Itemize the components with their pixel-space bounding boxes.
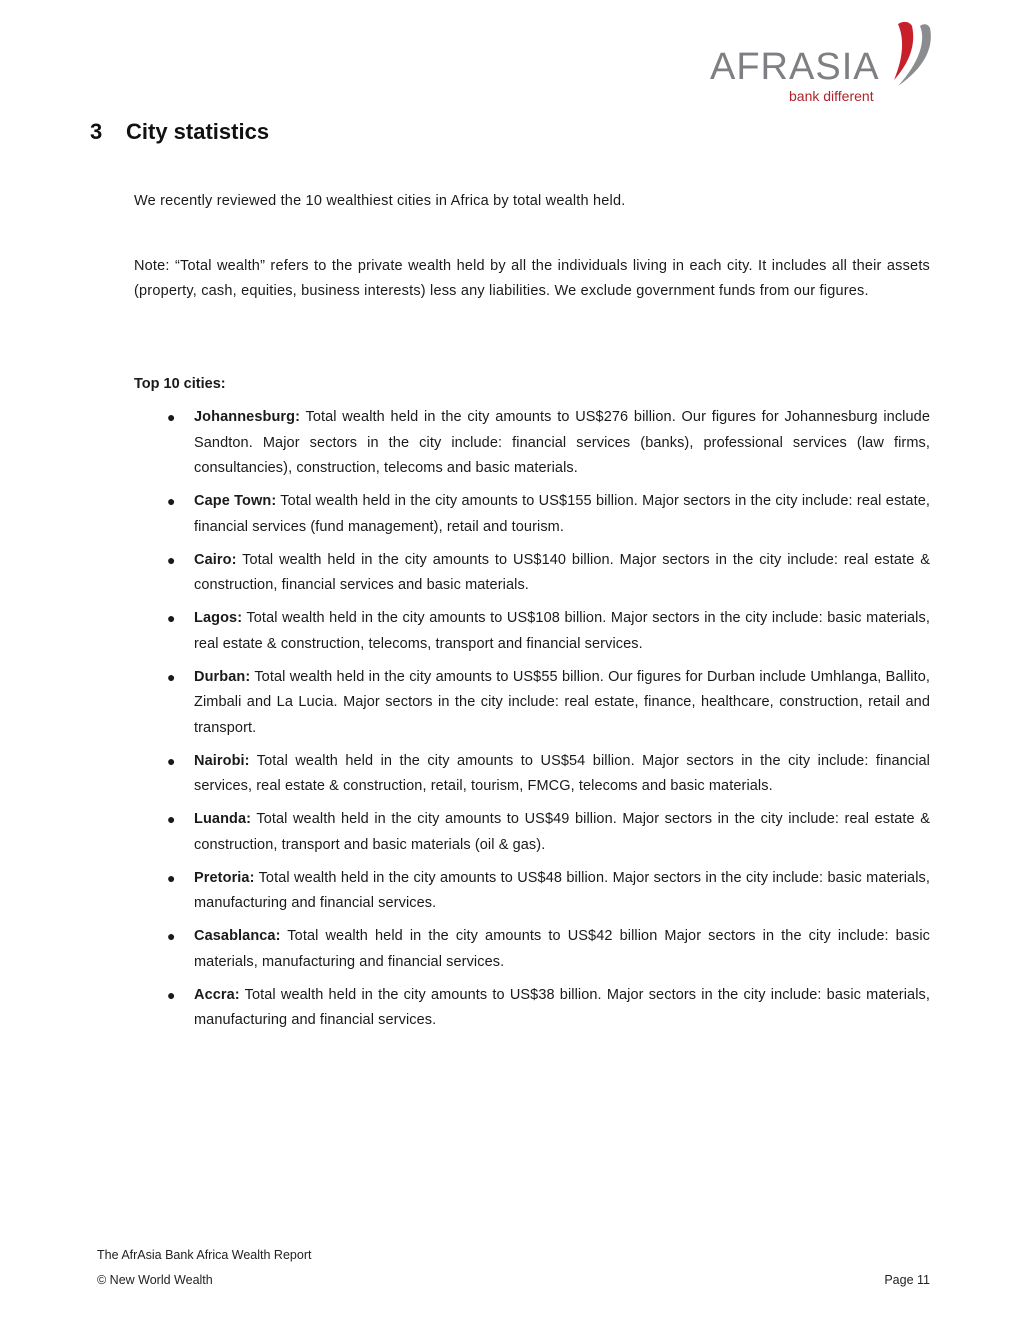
city-description: Total wealth held in the city amounts to US$108 billion. Major sectors in the city include: basic materials, real estate & construction, telecoms, transport and financial services. <box>194 610 930 652</box>
city-description: Total wealth held in the city amounts to US$42 billion Major sectors in the city include: basic materials, manufacturing and financial services. <box>194 928 930 970</box>
list-item-accra <box>164 983 930 1034</box>
city-name: Nairobi: <box>194 752 250 769</box>
logo-wordmark: AFRASIA <box>710 46 880 88</box>
city-name: Johannesburg: <box>194 409 301 425</box>
list-item-lagos <box>164 606 930 657</box>
city-description: Total wealth held in the city amounts to US$38 billion. Major sectors in the city include: basic materials, manufacturing and financial services. <box>194 986 930 1028</box>
list-item-cairo <box>164 548 930 599</box>
intro-paragraph: We recently reviewed the 10 wealthiest cities in Africa by total wealth held. <box>134 193 626 209</box>
city-name: Cairo: <box>194 551 237 568</box>
bullet-icon: ● <box>167 610 176 626</box>
bullet-icon: ● <box>167 409 176 425</box>
list-item-nairobi <box>164 749 930 800</box>
afrasia-logo <box>700 18 940 110</box>
list-item-pretoria <box>164 866 930 917</box>
bullet-icon: ● <box>167 928 176 944</box>
city-name: Luanda: <box>194 811 252 827</box>
list-item-cape-town <box>164 489 930 540</box>
city-description: Total wealth held in the city amounts to US$155 billion. Major sectors in the city include: real estate, financial services (fund management), retail and tourism. <box>194 493 931 535</box>
city-description: Total wealth held in the city amounts to US$54 billion. Major sectors in the city include: financial services, real estate & construction, retail, tourism, FMCG, telecoms and basic materials. <box>194 752 930 794</box>
bullet-icon: ● <box>167 869 176 886</box>
city-name: Lagos: <box>194 610 243 626</box>
footer-report-title: The AfrAsia Bank Africa Wealth Report <box>97 1248 312 1262</box>
city-name: Cape Town: <box>194 493 277 509</box>
logo-swoosh-icon <box>876 18 940 88</box>
section-title: City statistics <box>126 119 270 144</box>
note-paragraph: Note: “Total wealth” refers to the private wealth held by all the individuals living in each city. It includes all their assets (property, cash, equities, business interests) less any liabilities. We exclude government funds from our figures. <box>134 258 930 299</box>
city-description: Total wealth held in the city amounts to US$55 billion. Our figures for Durban include Umhlanga, Ballito, Zimbali and La Lucia. Major sectors in the city include: real estate, finance, healthcare, construction, retail and transport. <box>194 668 930 736</box>
bullet-icon: ● <box>167 551 176 568</box>
city-name: Pretoria: <box>194 869 255 886</box>
city-description: Total wealth held in the city amounts to US$276 billion. Our figures for Johannesburg include Sandton. Major sectors in the city include: financial services (banks), professional services (law firms, consultancies), construction, telecoms and basic materials. <box>194 409 930 476</box>
bullet-icon: ● <box>167 986 176 1003</box>
bullet-icon: ● <box>167 493 176 509</box>
city-name: Durban: <box>194 668 251 685</box>
city-name: Accra: <box>194 986 240 1003</box>
list-item-luanda <box>164 807 930 858</box>
city-description: Total wealth held in the city amounts to US$140 billion. Major sectors in the city include: real estate & construction, financial services and basic materials. <box>194 551 930 593</box>
logo-tagline: bank different <box>789 88 874 104</box>
list-item-johannesburg <box>164 405 930 482</box>
page-number: Page 11 <box>884 1273 930 1287</box>
top-cities-heading: Top 10 cities: <box>134 376 226 392</box>
list-item-durban <box>164 665 930 742</box>
footer-copyright: © New World Wealth <box>97 1273 213 1287</box>
bullet-icon: ● <box>167 668 176 685</box>
list-item-casablanca <box>164 924 930 975</box>
bullet-icon: ● <box>167 752 176 769</box>
city-list <box>164 405 930 1041</box>
section-number: 3 <box>90 119 103 144</box>
city-description: Total wealth held in the city amounts to US$48 billion. Major sectors in the city include: basic materials, manufacturing and financial services. <box>194 869 930 911</box>
bullet-icon: ● <box>167 811 176 827</box>
city-description: Total wealth held in the city amounts to US$49 billion. Major sectors in the city include: real estate & construction, transport and basic materials (oil & gas). <box>194 811 930 853</box>
city-name: Casablanca: <box>194 928 281 944</box>
section-heading <box>90 120 269 144</box>
